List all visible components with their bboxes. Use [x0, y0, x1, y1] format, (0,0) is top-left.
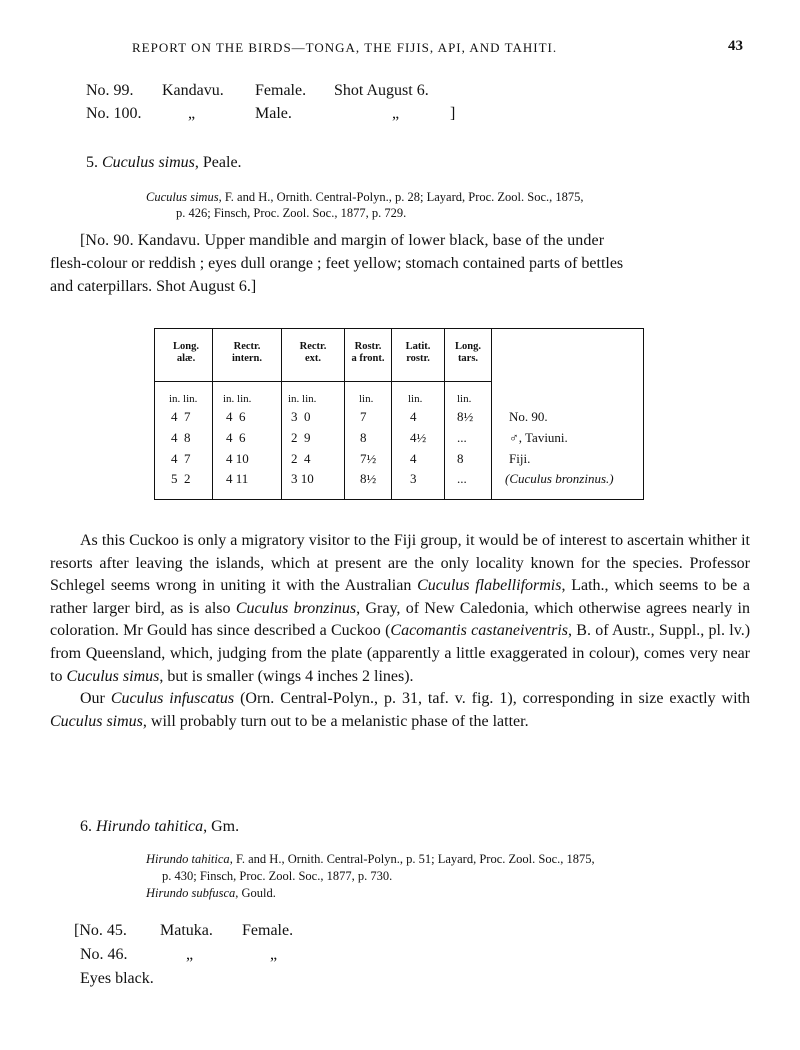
table-cell: 5 2	[171, 471, 191, 486]
page-number: 43	[728, 38, 743, 54]
table-cell: 4	[410, 451, 417, 466]
column-header: Rectr. ext.	[299, 341, 327, 364]
record-number: [No. 45.	[74, 922, 127, 939]
record-sex: „	[270, 946, 278, 963]
species-mention: Cuculus simus	[50, 712, 143, 730]
measurement-table	[154, 328, 644, 500]
reference-text: p. 430; Finsch, Proc. Zool. Soc., 1877, p. 730.	[162, 869, 393, 883]
reference-text: , Gould.	[235, 886, 276, 900]
column-header: Long. alæ.	[173, 341, 199, 364]
record-sex: Male.	[255, 105, 292, 122]
record-place: Matuka.	[160, 922, 213, 939]
row-note: (Cuculus bronzinus.)	[505, 471, 614, 486]
column-rule	[281, 329, 282, 499]
species-name: Cuculus simus	[102, 154, 195, 171]
record-line: [No. 90. Kandavu. Upper mandible and margin of lower black, base of the under	[80, 232, 605, 249]
species-mention: Cuculus infuscatus	[110, 690, 235, 708]
record-place: Kandavu.	[162, 82, 224, 99]
species-mention: Cacomantis castaneiventris	[390, 622, 569, 640]
reference-line	[176, 206, 406, 221]
species-mention: Cuculus simus	[66, 667, 160, 685]
specimen-record	[86, 82, 506, 104]
table-cell: ...	[457, 430, 467, 445]
record-note: „	[392, 105, 400, 122]
column-rule	[491, 329, 492, 499]
row-note: ♂, Taviuni.	[509, 430, 568, 445]
table-cell: 3 0	[291, 409, 311, 424]
table-cell: 4 6	[226, 409, 246, 424]
discussion-paragraph: As this Cuckoo is only a migratory visitor to the Fiji group, it would be of interest to ascertain whither it resorts after leaving the islands, which at present are the only locality known for the species. Professor Schlegel seems wrong in uniting it with the Australian Cuculus flabelliformis, Lath., which seems to be a rather larger bird, as is also Cuculus bronzinus, Gray, of New Caledonia, which otherwise agrees nearly in coloration. Mr Gould has since described a Cuckoo (Cacomantis castaneiventris, B. of Austr., Suppl., pl. lv.) from Queensland, which, judging from the plate (apparently a little exaggerated in colour), comes very near to Cuculus simus, but is smaller (wings 4 inches 2 lines). Our Cuculus infuscatus (Orn. Central-Polyn., p. 31, taf. v. fig. 1), corresponding in size exactly with Cuculus simus, will probably turn out to be a melanistic phase of the latter.	[50, 530, 750, 733]
species-number: 5.	[86, 154, 98, 171]
table-cell: 8	[457, 451, 464, 466]
table-cell: 4 10	[226, 451, 249, 466]
reference-text: p. 426; Finsch, Proc. Zool. Soc., 1877, p. 729.	[176, 206, 407, 220]
header-rule	[155, 381, 492, 382]
unit-label: lin.	[359, 393, 374, 405]
unit-label: lin.	[408, 393, 423, 405]
species-heading	[80, 818, 239, 836]
specimen-record	[86, 105, 506, 127]
table-cell: 4 8	[171, 430, 191, 445]
unit-label: lin.	[457, 393, 472, 405]
record-line: and caterpillars. Shot August 6.]	[50, 278, 257, 295]
column-header: Rostr. a front.	[351, 341, 385, 364]
reference-line	[146, 886, 276, 901]
table-cell: 7½	[360, 451, 377, 466]
table-cell: 2 4	[291, 451, 311, 466]
unit-label: in. lin.	[169, 393, 198, 405]
discussion-paragraph-2: Our Cuculus infuscatus (Orn. Central-Polyn., p. 31, taf. v. fig. 1), corresponding in size exactly with Cuculus simus, will probably turn out to be a melanistic phase of the latter.	[50, 690, 750, 730]
record-remark: Eyes black.	[80, 970, 154, 987]
reference-species: Hirundo tahitica	[146, 852, 230, 866]
column-rule	[391, 329, 392, 499]
record-number: No. 46.	[80, 946, 128, 963]
reference-line	[146, 852, 595, 867]
record-place: „	[188, 105, 196, 122]
table-cell: 8½	[360, 471, 377, 486]
table-cell: 4 7	[171, 451, 191, 466]
record-sex: Female.	[242, 922, 294, 939]
table-cell: 4 6	[226, 430, 246, 445]
table-cell: 4½	[410, 430, 427, 445]
table-cell: ...	[457, 471, 467, 486]
column-header: Long. tars.	[455, 341, 481, 364]
table-cell: 8	[360, 430, 367, 445]
table-cell: 4 11	[226, 471, 249, 486]
row-note: No. 90.	[509, 409, 548, 424]
reference-line	[146, 190, 584, 205]
record-place: „	[186, 946, 194, 963]
table-cell: 2 9	[291, 430, 311, 445]
record-sex: Female.	[255, 82, 307, 99]
table-cell: 8½	[457, 409, 474, 424]
column-header: Latit. rostr.	[405, 341, 431, 364]
unit-label: in. lin.	[223, 393, 252, 405]
row-note: Fiji.	[509, 451, 531, 466]
species-mention: Cuculus bronzinus	[235, 599, 357, 617]
species-number: 6.	[80, 818, 92, 835]
table-cell: 4	[410, 409, 417, 424]
reference-text: , F. and H., Ornith. Central-Polyn., p. 51; Layard, Proc. Zool. Soc., 1875,	[229, 852, 595, 866]
table-cell: 3	[410, 471, 417, 486]
running-header	[0, 40, 800, 60]
specimen-record	[74, 922, 374, 944]
record-note: Shot August 6.	[334, 82, 429, 99]
species-name: Hirundo tahitica	[96, 818, 204, 835]
record-number: No. 99.	[86, 82, 134, 99]
reference-species: Cuculus simus	[146, 190, 219, 204]
reference-species: Hirundo subfusca	[146, 886, 236, 900]
specimen-record	[80, 946, 380, 968]
unit-label: in. lin.	[288, 393, 317, 405]
closing-bracket: ]	[450, 105, 456, 122]
reference-text: , F. and H., Ornith. Central-Polyn., p. 28; Layard, Proc. Zool. Soc., 1875,	[218, 190, 584, 204]
reference-line	[162, 869, 392, 884]
record-number: No. 100.	[86, 105, 142, 122]
running-title: REPORT ON THE BIRDS—TONGA, THE FIJIS, API, AND TAHITI.	[132, 40, 558, 55]
species-author: , Gm.	[203, 818, 240, 835]
column-header: Rectr. intern.	[231, 341, 263, 364]
column-rule	[212, 329, 213, 499]
species-heading	[86, 154, 242, 172]
record-line: flesh-colour or reddish ; eyes dull orange ; feet yellow; stomach contained parts of bettles	[50, 255, 624, 272]
table-cell: 4 7	[171, 409, 191, 424]
table-cell: 3 10	[291, 471, 314, 486]
species-mention: Cuculus flabelliformis	[417, 577, 562, 595]
species-author: , Peale.	[194, 154, 242, 171]
table-cell: 7	[360, 409, 367, 424]
